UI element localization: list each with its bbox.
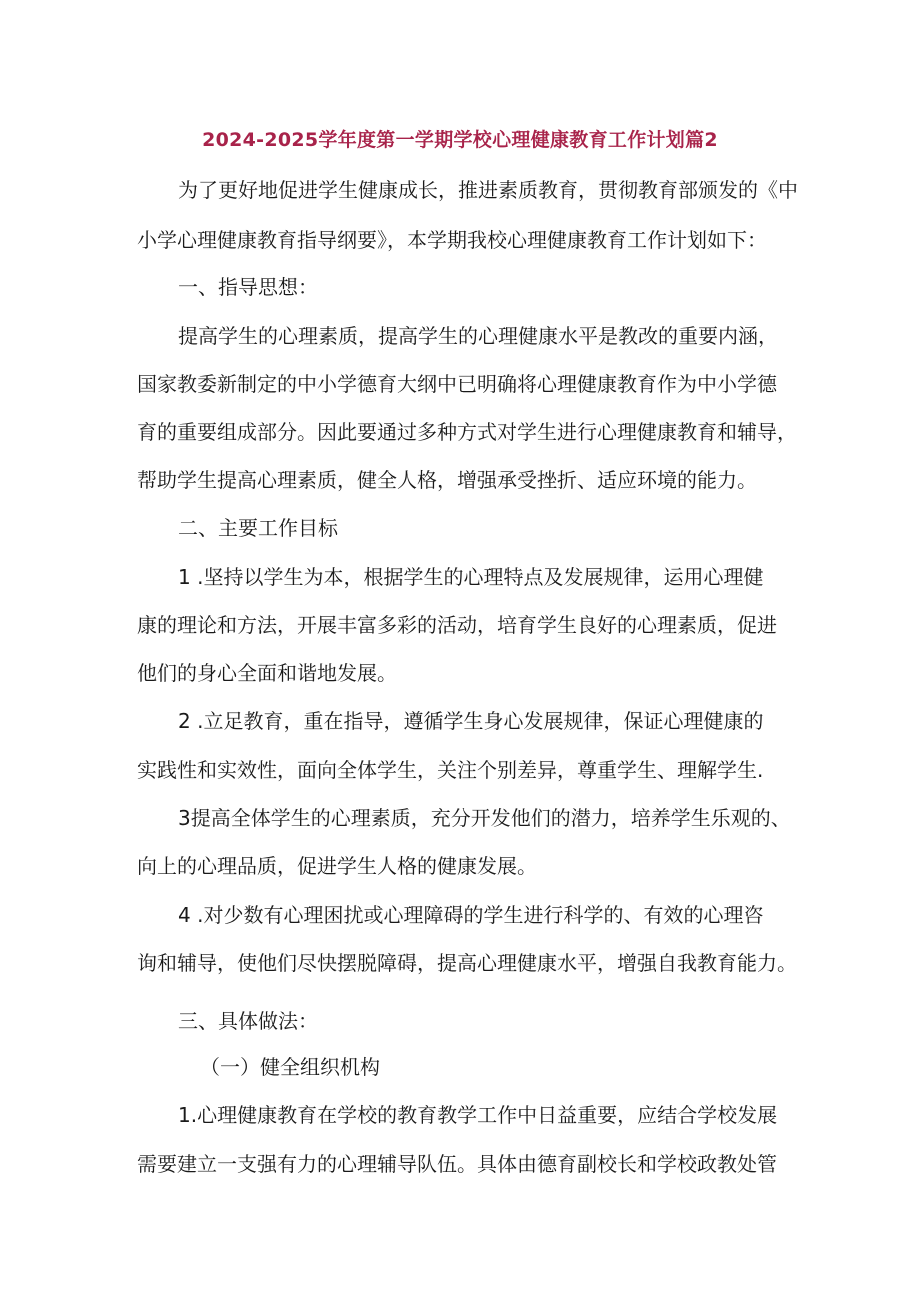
paragraph-line: 育的重要组成部分。因此要通过多种方式对学生进行心理健康教育和辅导，: [137, 420, 797, 444]
subsection-heading: （一）健全组织机构: [200, 1055, 380, 1079]
paragraph-line: 为了更好地促进学生健康成长，推进素质教育，贯彻教育部颁发的《中: [178, 178, 798, 202]
paragraph-line: 3提高全体学生的心理素质，充分开发他们的潜力，培养学生乐观的、: [178, 806, 791, 830]
paragraph-line: 4 .对少数有心理困扰或心理障碍的学生进行科学的、有效的心理咨: [178, 903, 764, 927]
section-heading: 三、具体做法：: [178, 1009, 318, 1033]
paragraph-line: 提高学生的心理素质，提高学生的心理健康水平是教改的重要内涵，: [178, 324, 778, 348]
paragraph-line: 1.心理健康教育在学校的教育教学工作中日益重要，应结合学校发展: [178, 1103, 778, 1127]
paragraph-line: 帮助学生提高心理素质，健全人格，增强承受挫折、适应环境的能力。: [137, 468, 757, 492]
paragraph-line: 实践性和实效性，面向全体学生，关注个别差异，尊重学生、理解学生.: [137, 758, 764, 782]
paragraph-line: 需要建立一支强有力的心理辅导队伍。具体由德育副校长和学校政教处管: [137, 1152, 777, 1176]
paragraph-line: 2 .立足教育，重在指导，遵循学生身心发展规律，保证心理健康的: [178, 709, 764, 733]
paragraph-line: 1 .坚持以学生为本，根据学生的心理特点及发展规律，运用心理健: [178, 565, 764, 589]
paragraph-line: 国家教委新制定的中小学德育大纲中已明确将心理健康教育作为中小学德: [137, 372, 777, 396]
paragraph-line: 向上的心理品质，促进学生人格的健康发展。: [137, 854, 537, 878]
section-heading: 一、指导思想：: [178, 275, 318, 299]
paragraph-line: 小学心理健康教育指导纲要》，本学期我校心理健康教育工作计划如下：: [137, 228, 767, 252]
paragraph-line: 询和辅导，使他们尽快摆脱障碍，提高心理健康水平，增强自我教育能力。: [137, 951, 797, 975]
paragraph-line: 康的理论和方法，开展丰富多彩的活动，培育学生良好的心理素质，促进: [137, 613, 777, 637]
document-title: 2024-2025学年度第一学期学校心理健康教育工作计划篇2: [202, 129, 718, 151]
section-heading: 二、主要工作目标: [178, 516, 338, 540]
paragraph-line: 他们的身心全面和谐地发展。: [137, 661, 397, 685]
